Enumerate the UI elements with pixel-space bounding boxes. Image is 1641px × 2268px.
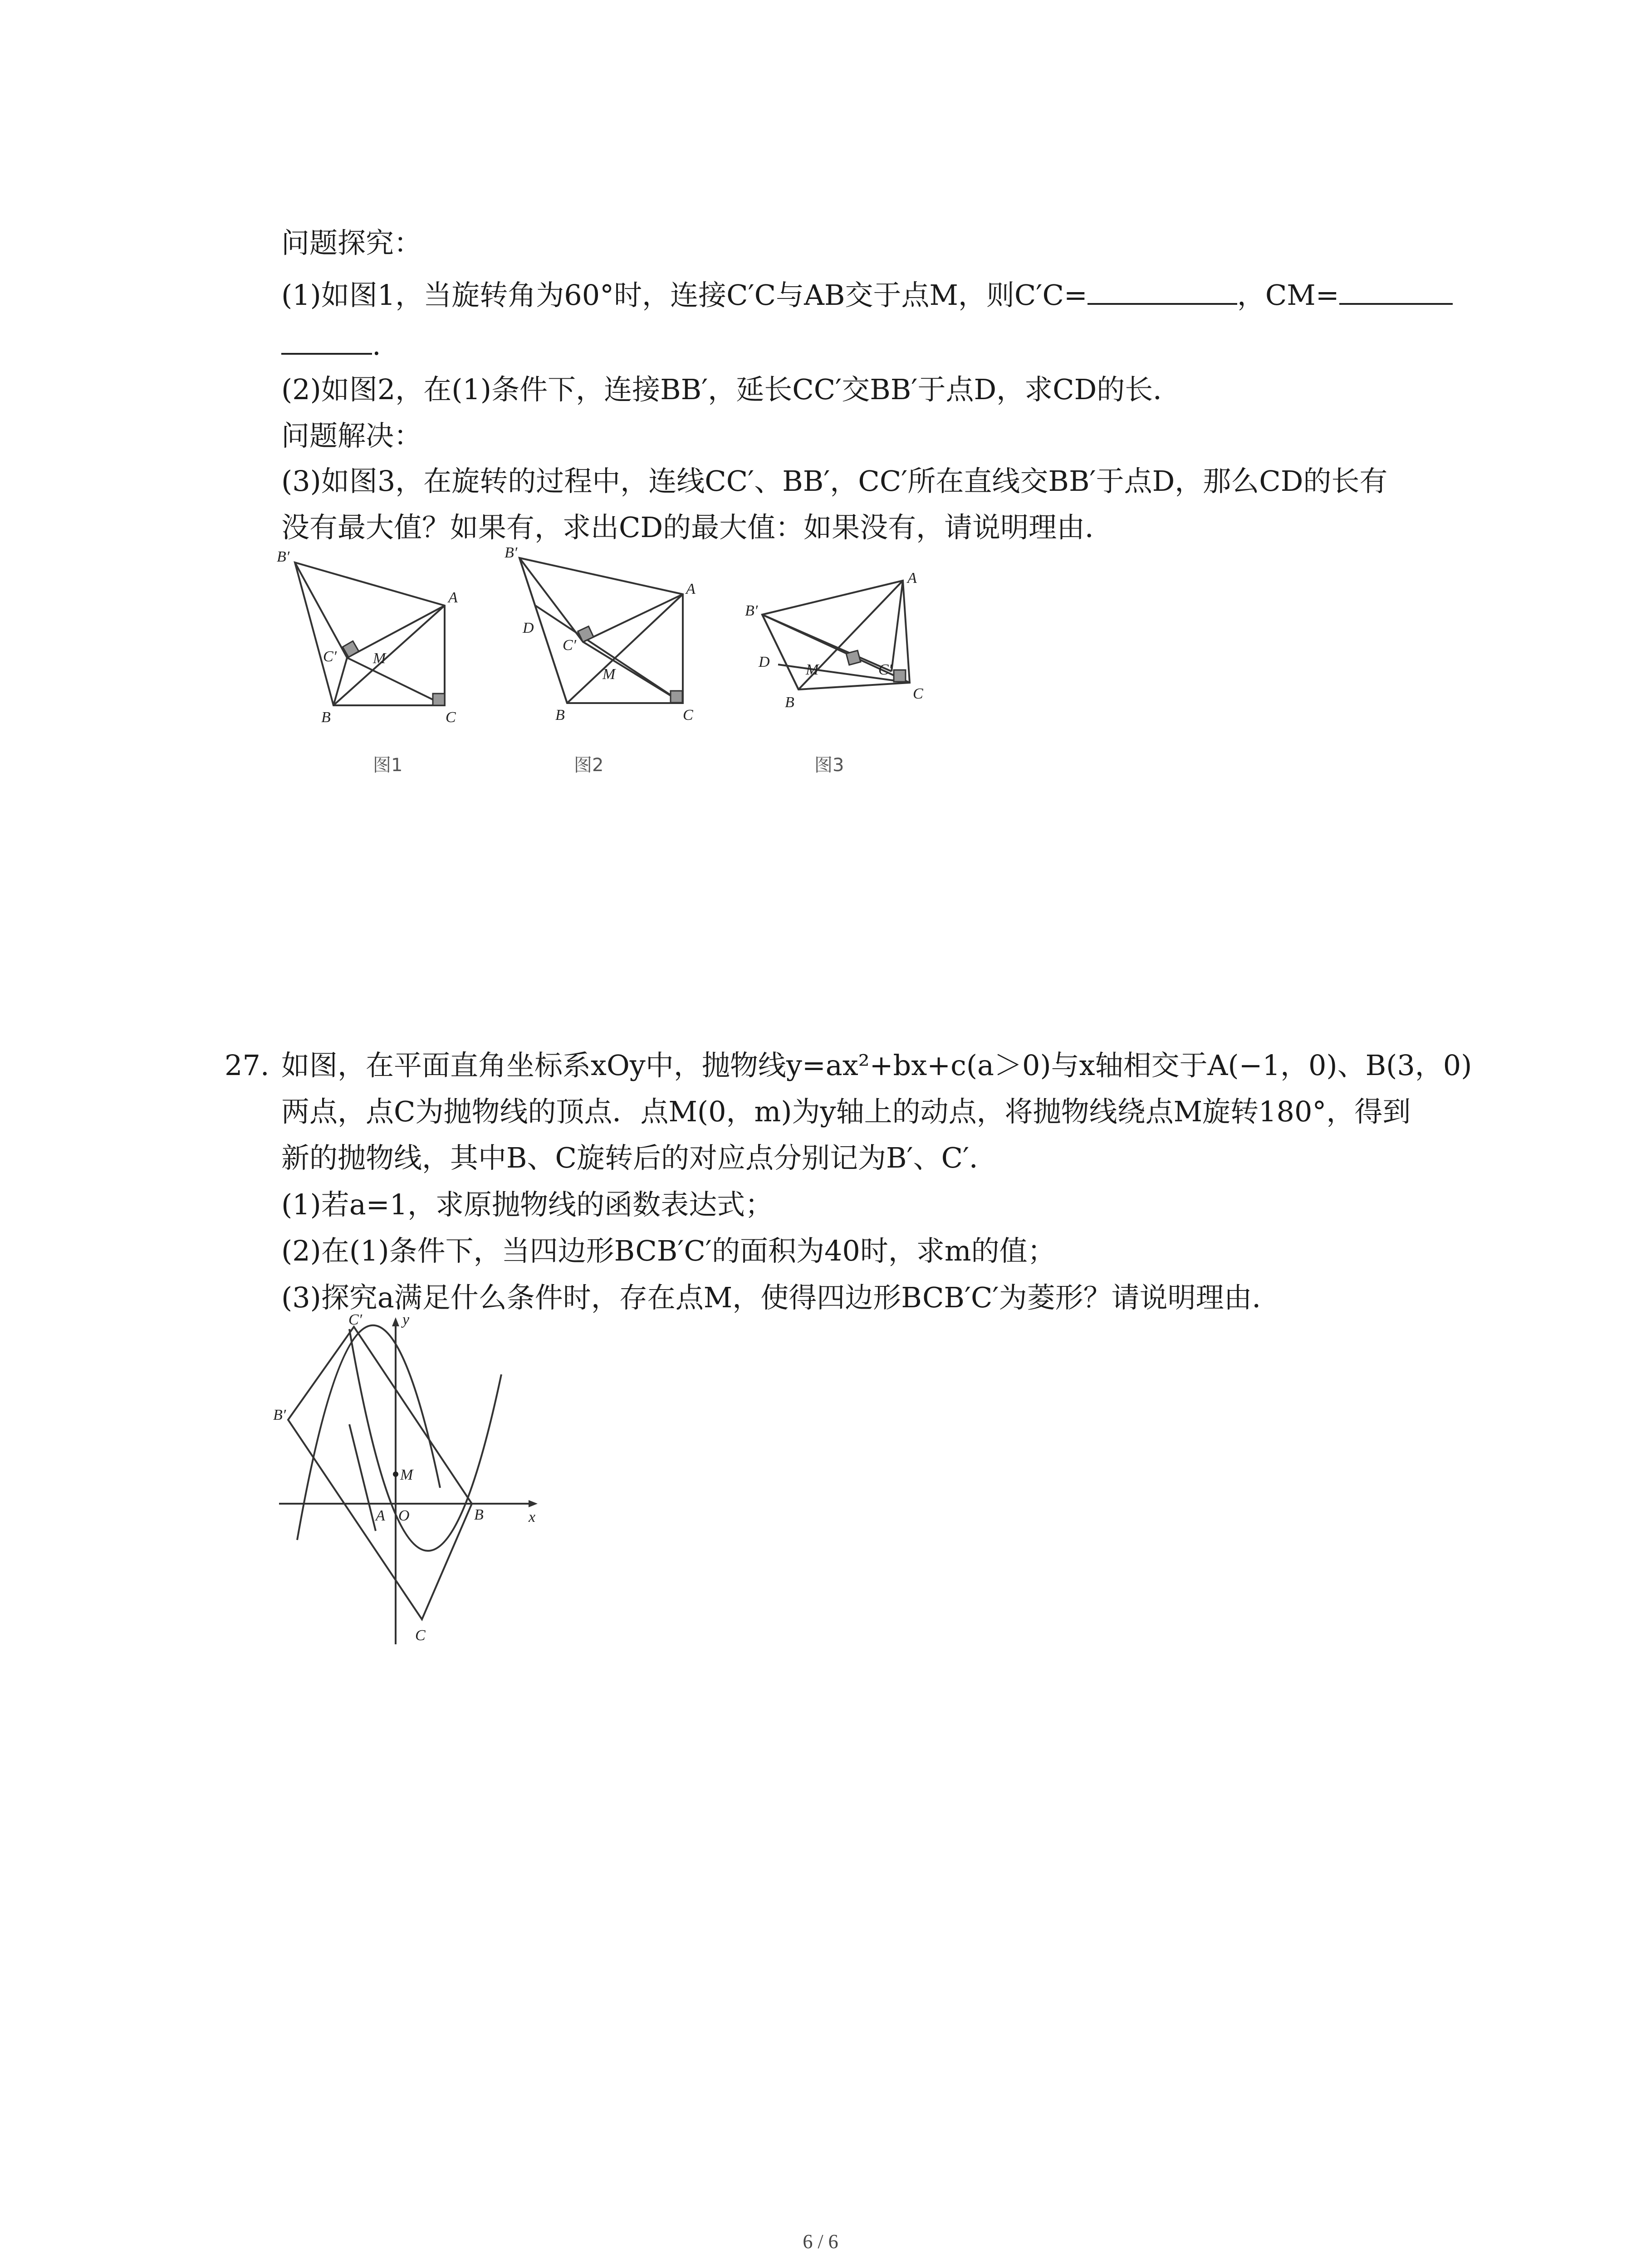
q27-stem-line2: 两点，点C为抛物线的顶点．点M(0，m)为y轴上的动点，将抛物线绕点M旋转180°，得到 <box>281 1095 1411 1128</box>
label-C: C <box>913 685 923 702</box>
answer-blank[interactable] <box>281 327 372 355</box>
q27-stem-line3: 新的抛物线，其中B、C旋转后的对应点分别记为B′、C′． <box>281 1141 998 1174</box>
label-A: A <box>448 589 458 606</box>
q26-part1-continued <box>281 327 381 362</box>
q26-part1-separator: ，CM= <box>1237 279 1339 312</box>
label-C: C <box>683 707 693 723</box>
label-B-prime: B′ <box>277 548 290 565</box>
page-number: 6 / 6 <box>803 2230 838 2253</box>
label-y-axis: y <box>402 1311 410 1328</box>
q26-part1-text: (1)如图1，当旋转角为60°时，连接C′C与AB交于点M，则C′C= <box>281 279 1087 312</box>
section-heading-solve: 问题解决： <box>281 419 422 452</box>
figure-2 <box>499 542 699 733</box>
parabola-figure <box>272 1311 554 1647</box>
q26-part3-line2: 没有最大值？如果有，求出CD的最大值：如果没有，请说明理由． <box>281 511 1113 544</box>
figure-3-caption: 图3 <box>814 755 844 776</box>
label-C-prime: C′ <box>878 661 892 678</box>
label-C-prime: C′ <box>348 1311 362 1328</box>
label-C-prime: C′ <box>323 648 337 665</box>
q26-part1 <box>281 278 1453 312</box>
label-M: M <box>806 661 819 678</box>
q27-part3: (3)探究a满足什么条件时，存在点M，使得四边形BCB′C′为菱形？请说明理由． <box>281 1281 1280 1314</box>
label-A: A <box>376 1507 385 1524</box>
label-C: C <box>446 709 456 726</box>
q26-part2: (2)如图2，在(1)条件下，连接BB′，延长CC′交BB′于点D，求CD的长． <box>281 373 1181 406</box>
q26-part3-line1: (3)如图3，在旋转的过程中，连线CC′、BB′，CC′所在直线交BB′于点D，那么CD的长有 <box>281 464 1388 498</box>
label-M: M <box>400 1466 413 1483</box>
q27-part2: (2)在(1)条件下，当四边形BCB′C′的面积为40时，求m的值； <box>281 1234 1056 1267</box>
figure-2-caption: 图2 <box>574 755 604 776</box>
section-heading-explore: 问题探究： <box>281 226 422 259</box>
label-O: O <box>398 1507 410 1524</box>
parabola-figure-drawing <box>272 1311 554 1647</box>
label-A: A <box>686 581 696 597</box>
label-M: M <box>373 650 386 667</box>
figure-3 <box>735 569 935 723</box>
label-B: B <box>555 707 565 723</box>
label-B: B <box>785 694 794 711</box>
label-B-prime: B′ <box>505 544 518 561</box>
figure-3-drawing <box>735 569 935 723</box>
q26-part1-end: . <box>372 328 381 362</box>
figure-1-caption: 图1 <box>373 755 403 776</box>
figure-1-drawing <box>272 544 463 735</box>
label-B: B <box>321 709 331 726</box>
label-x-axis: x <box>529 1509 536 1525</box>
label-A: A <box>907 570 917 587</box>
answer-blank[interactable] <box>1087 278 1237 305</box>
label-B-prime: B′ <box>273 1407 286 1423</box>
label-M: M <box>603 666 616 683</box>
label-D: D <box>523 620 534 636</box>
q27-stem-line1: 如图，在平面直角坐标系xOy中，抛物线y=ax²+bx+c(a＞0)与x轴相交于A(−1，0)、B(3，0) <box>281 1049 1472 1082</box>
label-B-prime: B′ <box>745 602 758 619</box>
label-C-prime: C′ <box>563 637 577 654</box>
label-D: D <box>759 654 770 670</box>
label-C: C <box>415 1627 426 1644</box>
label-B: B <box>474 1506 484 1523</box>
figure-1 <box>272 544 463 735</box>
answer-blank[interactable] <box>1339 278 1453 305</box>
figure-2-drawing <box>499 542 699 733</box>
q27-number: 27. <box>225 1049 269 1082</box>
q27-part1: (1)若a=1，求原抛物线的函数表达式； <box>281 1188 774 1221</box>
